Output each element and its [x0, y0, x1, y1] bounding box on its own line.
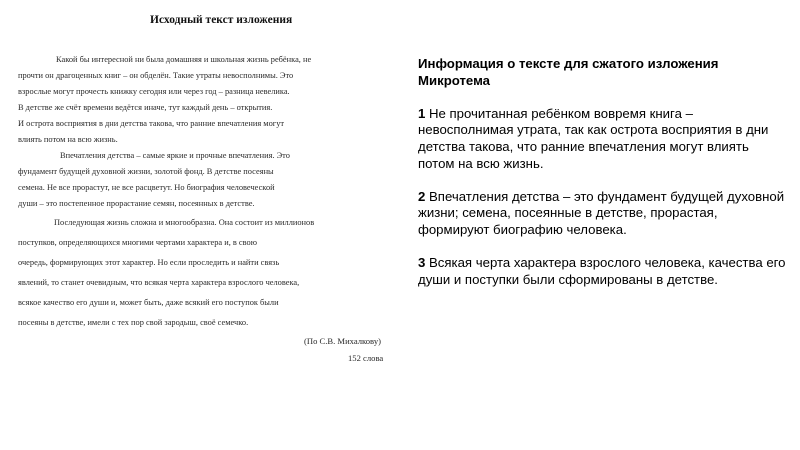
text-line: фундамент будущей духовной жизни, золотой фонд. В детстве посеяны: [18, 167, 274, 176]
text-line: очередь, формирующих этот характер. Но если проследить и найти связь: [18, 258, 280, 267]
microtheme-item: [418, 255, 788, 288]
text-line: прочти он драгоценных книг – он обделён. Такие утраты невосполнимы. Это: [18, 71, 294, 80]
microtheme-text: Впечатления детства – это фундамент будущей духовной жизни; семена, посеянные в детстве, прорастая, формируют биографию человека.: [418, 188, 785, 237]
text-line: души – это постепенное прорастание семян, посеянных в детстве.: [18, 199, 255, 208]
author-attribution: (По С.В. Михалкову): [304, 336, 381, 346]
text-line: поступков, определяющихся многими чертами характера и, в свою: [18, 238, 257, 247]
text-line: семена. Не все прорастут, не все расцветут. Но биография человеческой: [18, 183, 275, 192]
text-line: явлений, то станет очевидным, что всякая черта характера взрослого человека,: [18, 278, 300, 287]
text-line: В детстве же счёт времени ведётся иначе, тут каждый день – открытия.: [18, 103, 273, 112]
text-line: влиять потом на всю жизнь.: [18, 135, 118, 144]
text-line: И острота восприятия в дни детства такова, что ранние впечатления могут: [18, 119, 285, 128]
source-text-panel: [18, 0, 400, 450]
text-line: Последующая жизнь сложна и многообразна. Она состоит из миллионов: [54, 218, 315, 227]
text-line: взрослые могут прочесть книжку сегодня или через год – разница невелика.: [18, 87, 290, 96]
microtheme-text: Всякая черта характера взрослого человека, качества его души и поступки были сформированы в детстве.: [418, 255, 786, 287]
microtheme-number: 3: [418, 255, 426, 271]
microtheme-item: [418, 189, 788, 239]
text-line: посеяны в детстве, имели с тех пор свой зародыш, своё семечко.: [18, 318, 249, 327]
microtheme-number: 1: [418, 105, 426, 121]
info-title: Информация о тексте для сжатого изложения: [418, 56, 719, 71]
text-line: Какой бы интересной ни была домашняя и школьная жизнь ребёнка, не: [56, 55, 312, 64]
microtheme-item: [418, 106, 788, 172]
microtheme-number: 2: [418, 188, 426, 204]
microtheme-title: Микротема: [418, 72, 491, 88]
text-line: Впечатления детства – самые яркие и прочные впечатления. Это: [60, 151, 290, 160]
microtheme-text: Не прочитанная ребёнком вовремя книга – невосполнимая утрата, так как острота восприятия в дни детства такова, что ранние впечатления могут влиять потом на всю жизнь.: [418, 105, 769, 171]
text-line: всякое качество его души и, может быть, даже всякий его поступок были: [18, 298, 279, 307]
source-text-title: Исходный текст изложения: [150, 14, 293, 26]
info-panel: [418, 56, 788, 288]
word-count: 152 слова: [348, 353, 384, 363]
